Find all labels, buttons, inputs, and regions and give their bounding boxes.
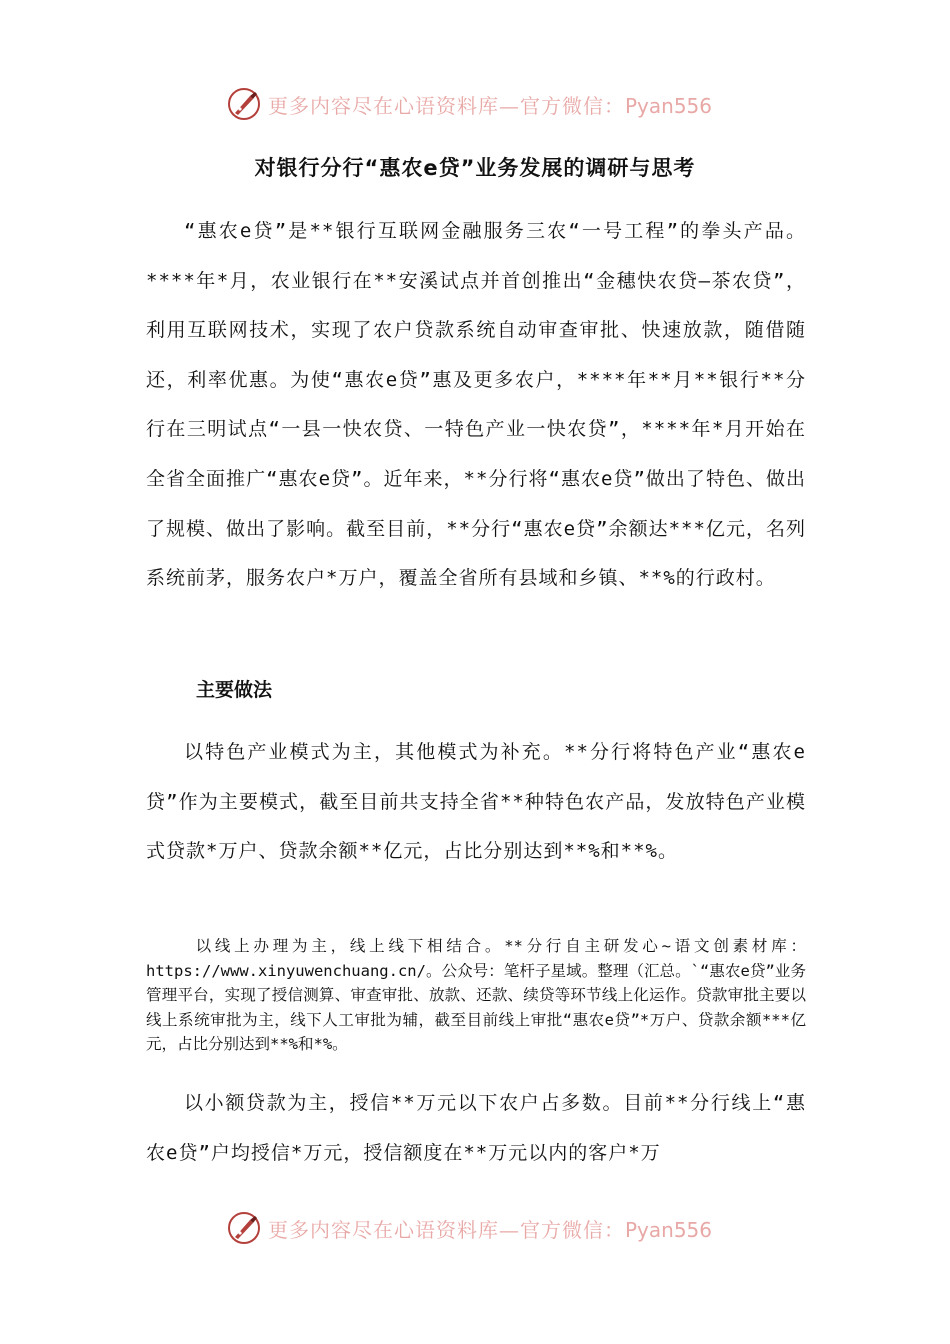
document-title: 对银行分行“惠农e贷”业务发展的调研与思考	[254, 156, 696, 180]
footer-banner	[0, 1208, 950, 1248]
section-heading: 主要做法	[196, 679, 273, 701]
paragraph-online-offline: 以线上办理为主，线上线下相结合。**分行自主研发心~语文创素材库：https://www.xinyuwenchuang.cn/。公众号：笔杆子星域。整理（汇总。`“惠农e贷”业务管理平台，实现了授信测算、审查审批、放款、还款、续贷等环节线上化运作。贷款审批主要以线上系统审批为主，线下人工审批为辅，截至目前线上审批“惠农e贷”*万户、贷款余额***亿元，占比分别达到**%和*%。	[146, 937, 806, 1054]
pen-nib-logo-icon	[226, 1210, 262, 1246]
banner-text-cn: 更多内容尽在心语资料库—官方微信：	[268, 1217, 625, 1242]
paragraph-intro: “惠农e贷”是**银行互联网金融服务三农“一号工程”的拳头产品。****年*月，农业银行在**安溪试点并首创推出“金穗快农贷—茶农贷”，利用互联网技术，实现了农户贷款系统自动审查审批、快速放款，随借随还，利率优惠。为使“惠农e贷”惠及更多农户，****年**月**银行**分行在三明试点“一县一快农贷、一特色产业一快农贷”，****年*月开始在全省全面推广“惠农e贷”。近年来，**分行将“惠农e贷”做出了特色、做出了规模、做出了影响。截至目前，**分行“惠农e贷”余额达***亿元，名列系统前茅，服务农户*万户，覆盖全省所有县域和乡镇、**%的行政村。	[146, 220, 806, 590]
banner-text	[268, 90, 712, 119]
banner-wechat-id: Pyan556	[625, 93, 713, 118]
banner-text-cn: 更多内容尽在心语资料库—官方微信：	[268, 93, 625, 118]
pen-nib-logo-icon	[226, 86, 262, 122]
banner-text	[268, 1214, 712, 1243]
paragraph-small-loans: 以小额贷款为主，授信**万元以下农户占多数。目前**分行线上“惠农e贷”户均授信*万元，授信额度在**万元以内的客户*万	[146, 1092, 806, 1164]
banner-wechat-id: Pyan556	[625, 1217, 713, 1242]
header-banner	[0, 84, 950, 124]
paragraph-industry-model: 以特色产业模式为主，其他模式为补充。**分行将特色产业“惠农e贷”作为主要模式，截至目前共支持全省**种特色农产品，发放特色产业模式贷款*万户、贷款余额**亿元，占比分别达到**%和**%。	[146, 741, 806, 863]
